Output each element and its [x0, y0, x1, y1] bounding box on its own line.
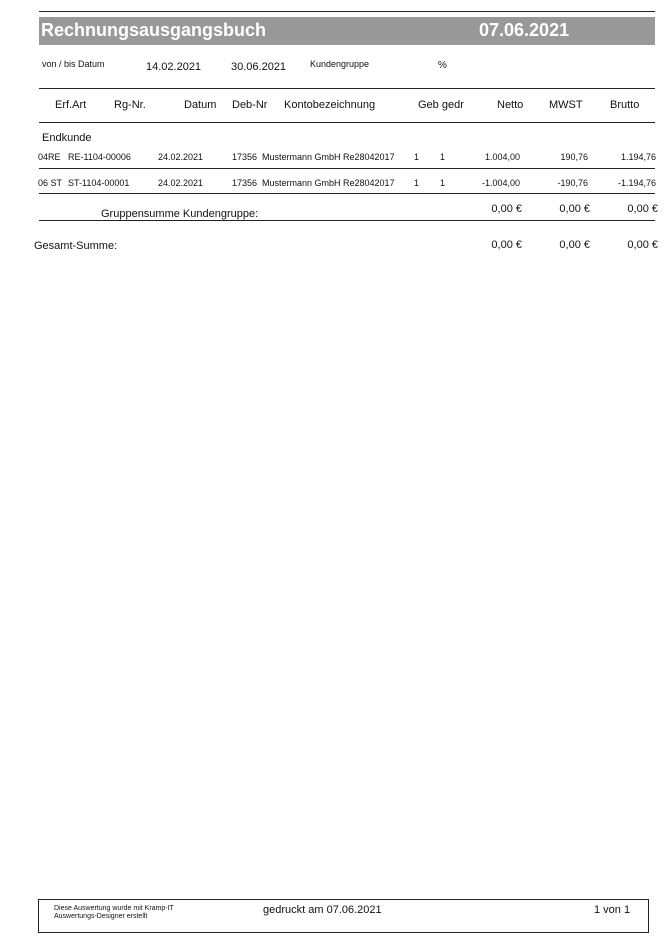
row-kontobezeichnung: Mustermann GmbH Re28042017	[262, 152, 395, 162]
row-netto: -1.004,00	[481, 178, 520, 188]
col-rg-nr: Rg-Nr.	[114, 99, 146, 111]
group-sum-mwst: 0,00 €	[559, 203, 590, 215]
row-brutto: 1.194,76	[620, 152, 656, 162]
row-divider	[39, 168, 655, 169]
report-date: 07.06.2021	[479, 20, 570, 40]
group-sum-netto: 0,00 €	[491, 203, 522, 215]
report-title: Rechnungsausgangsbuch	[41, 20, 267, 40]
date-range-label: von / bis Datum	[42, 59, 105, 69]
row-kontobezeichnung: Mustermann GmbH Re28042017	[262, 178, 395, 188]
page-footer	[38, 899, 649, 933]
row-gedr: 1	[440, 152, 446, 162]
title-bar	[39, 17, 655, 45]
footer-created-line2: Auswertungs-Designer erstellt	[54, 913, 148, 920]
header-divider	[39, 122, 655, 123]
grand-total-label: Gesamt-Summe:	[34, 240, 118, 252]
group-name: Endkunde	[42, 132, 92, 144]
row-geb: 1	[414, 178, 420, 188]
group-sum-brutto: 0,00 €	[627, 203, 658, 215]
footer-printed-date: gedruckt am 07.06.2021	[263, 904, 382, 916]
row-rg-nr: RE-1104-00006	[68, 152, 131, 162]
col-geb-gedr: Geb gedr	[418, 99, 464, 111]
col-kontobezeichnung: Kontobezeichnung	[284, 99, 376, 111]
footer-created-line1: Diese Auswertung wurde mit Kramp-IT	[54, 905, 174, 912]
grand-total-brutto: 0,00 €	[627, 239, 658, 251]
row-brutto: -1.194,76	[617, 178, 656, 188]
percent-symbol: %	[438, 60, 447, 71]
row-deb-nr: 17356	[232, 178, 258, 188]
col-netto: Netto	[497, 99, 524, 111]
row-mwst: -190,76	[557, 178, 588, 188]
col-deb-nr: Deb-Nr	[232, 99, 268, 111]
row-mwst: 190,76	[560, 152, 588, 162]
filter-divider	[39, 88, 655, 89]
row-netto: 1.004,00	[484, 152, 520, 162]
row-datum: 24.02.2021	[158, 178, 204, 188]
row-gedr: 1	[440, 178, 446, 188]
grand-total-mwst: 0,00 €	[559, 239, 590, 251]
row-geb: 1	[414, 152, 420, 162]
col-brutto: Brutto	[610, 99, 640, 111]
top-rule	[39, 11, 655, 12]
group-sum-label: Gruppensumme Kundengruppe:	[101, 208, 259, 220]
grand-total-netto: 0,00 €	[491, 239, 522, 251]
group-sum-divider	[39, 220, 655, 221]
col-datum: Datum	[184, 99, 217, 111]
col-mwst: MWST	[549, 99, 583, 111]
footer-page-number: 1 von 1	[594, 904, 631, 916]
from-date: 14.02.2021	[146, 61, 202, 73]
row-datum: 24.02.2021	[158, 152, 204, 162]
customer-group-label: Kundengruppe	[310, 59, 370, 69]
row-deb-nr: 17356	[232, 152, 258, 162]
row-erf-art: 04RE	[38, 152, 61, 162]
row-erf-art: 06 ST	[38, 178, 63, 188]
col-erf-art: Erf.Art	[55, 99, 87, 111]
row-rg-nr: ST-1104-00001	[68, 178, 130, 188]
row-divider	[39, 193, 655, 194]
to-date: 30.06.2021	[231, 61, 287, 73]
